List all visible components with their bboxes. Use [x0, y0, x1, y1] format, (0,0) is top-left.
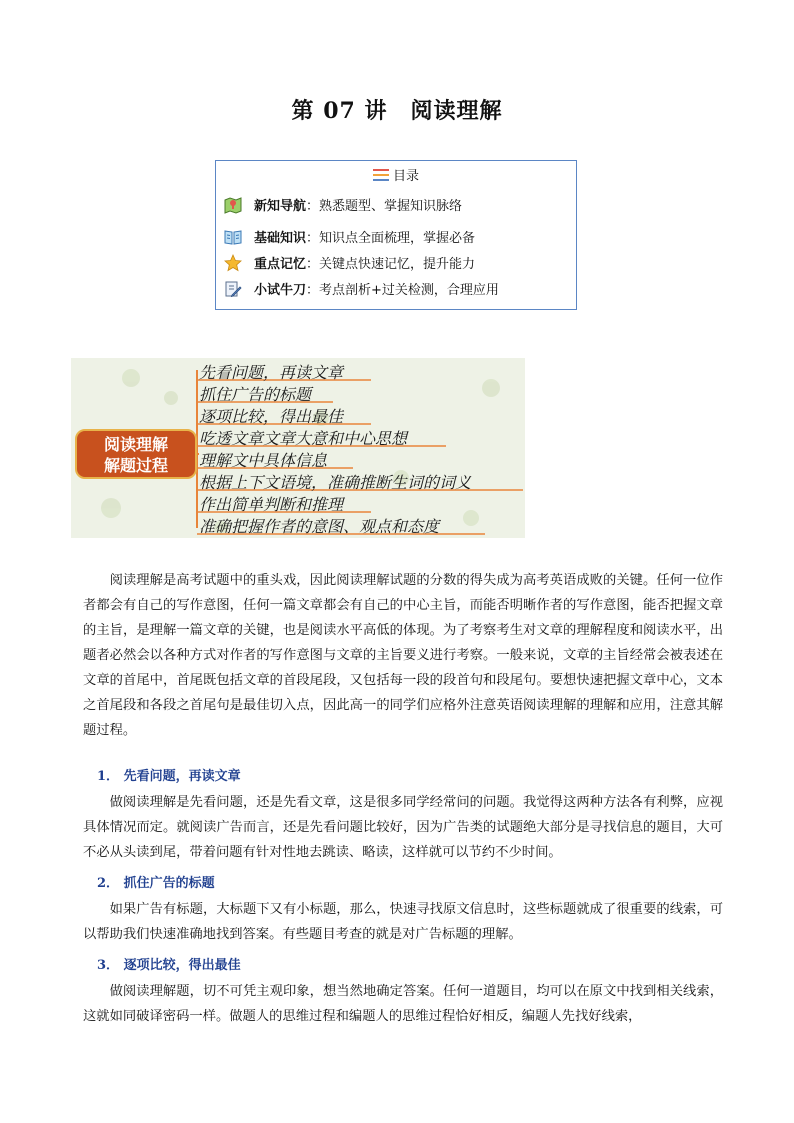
toc-item-text: ：熟悉题型、掌握知识脉络	[306, 199, 463, 214]
star-icon	[224, 254, 242, 272]
toc-item-text: ：考点剖析+过关检测，合理应用	[306, 283, 499, 298]
toc-item-practice	[224, 279, 499, 298]
toc-heading-text: 目录	[392, 169, 419, 184]
mindmap-step: 抓住广告的标题	[199, 385, 312, 404]
toc-item-label: 基础知识	[254, 231, 307, 246]
mindmap-root	[75, 429, 197, 479]
mindmap-step: 先看问题，再读文章	[199, 363, 344, 382]
book-icon	[224, 228, 242, 246]
table-of-contents	[215, 160, 577, 310]
section-body: 做阅读理解题，切不可凭主观印象，想当然地确定答案。任何一道题目，均可以在原文中找到相关线索，这就如同破译密码一样。做题人的思维过程和编题人的思维过程恰好相反，编题人先找好线索，	[83, 984, 723, 1024]
toc-item-basics	[224, 227, 475, 246]
toc-item-new-knowledge	[224, 195, 462, 214]
edit-icon	[224, 280, 242, 298]
section-heading: 1． 先看问题，再读文章	[97, 769, 241, 784]
mindmap-step: 吃透文章文章大意和中心思想	[199, 429, 408, 448]
mindmap-step: 理解文中具体信息	[199, 451, 328, 470]
toc-item-text: ：知识点全面梳理，掌握必备	[306, 231, 476, 246]
toc-heading	[216, 165, 576, 184]
toc-item-key-memory	[224, 253, 475, 272]
section-body: 如果广告有标题，大标题下又有小标题，那么，快速寻找原文信息时，这些标题就成了很重要的线索，可以帮助我们快速准确地找到答案。有些题目考查的就是对广告标题的理解。	[83, 902, 723, 942]
reading-process-mindmap	[71, 358, 525, 538]
toc-item-label: 重点记忆	[254, 257, 307, 272]
toc-item-label: 新知导航	[254, 199, 307, 214]
list-icon	[373, 169, 389, 181]
mindmap-step: 准确把握作者的意图、观点和态度	[199, 517, 440, 536]
toc-item-label: 小试牛刀	[254, 283, 307, 298]
mindmap-root-line1: 阅读理解	[103, 435, 168, 454]
intro-paragraph: 阅读理解是高考试题中的重头戏，因此阅读理解试题的分数的得失成为高考英语成败的关键。任何一位作者都会有自己的写作意图，任何一篇文章都会有自己的中心主旨，而能否明晰作者的写作意图，能否把握文章的主旨，是理解一篇文章的关键，也是阅读水平高低的体现。为了考察考生对文章的理解程度和阅读水平，出题者必然会以各种方式对作者的写作意图与文章的主旨要义进行考察。一般来说，文章的主旨经常会被表述在文章的首尾中，首尾既包括文章的首段尾段，又包括每一段的段首句和段尾句。要想快速把握文章中心，文本之首尾段和各段之首尾句是最佳切入点，因此高一的同学们应格外注意英语阅读理解的理解和应用，注意其解题过程。	[83, 573, 723, 738]
page-title: 第 07 讲 阅读理解	[291, 98, 503, 124]
section-body: 做阅读理解是先看问题，还是先看文章，这是很多同学经常问的问题。我觉得这两种方法各有利弊，应视具体情况而定。就阅读广告而言，还是先看问题比较好，因为广告类的试题绝大部分是寻找信息的题目，大可不必从头读到尾，带着问题有针对性地去跳读、略读，这样就可以节约不少时间。	[83, 795, 723, 860]
mindmap-step: 逐项比较，得出最佳	[199, 407, 344, 426]
section-heading: 3． 逐项比较，得出最佳	[97, 958, 241, 973]
mindmap-root-line2: 解题过程	[103, 456, 168, 475]
map-icon	[224, 196, 242, 214]
mindmap-step: 作出简单判断和推理	[199, 495, 344, 514]
section-heading: 2． 抓住广告的标题	[97, 876, 215, 891]
toc-item-text: ：关键点快速记忆，提升能力	[306, 257, 476, 272]
mindmap-step: 根据上下文语境，准确推断生词的词义	[199, 473, 472, 492]
